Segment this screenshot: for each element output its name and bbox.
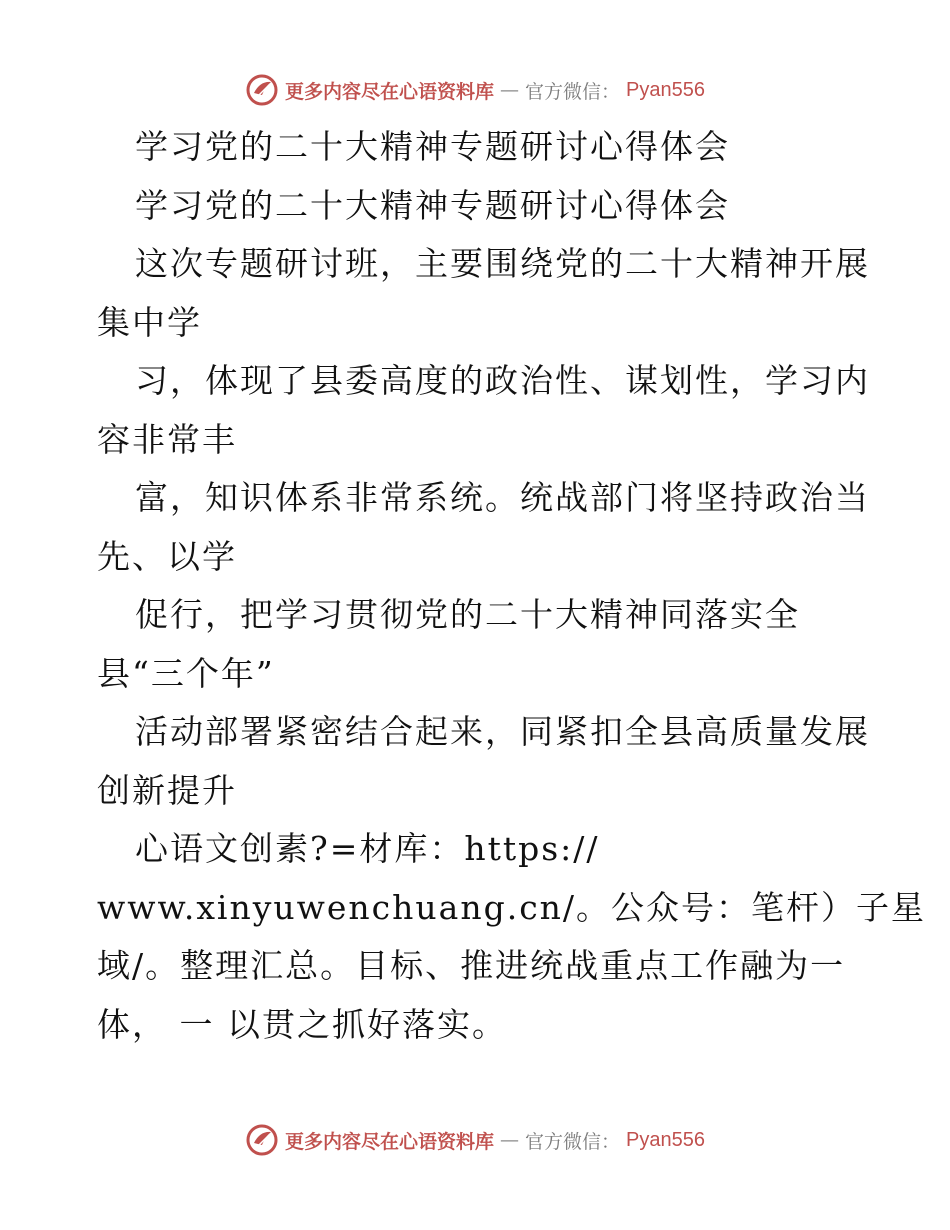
paragraph-line-url: www.xinyuwenchuang.cn/。公众号：笔杆）子星 (97, 887, 927, 927)
paragraph-line: 县“三个年” (97, 653, 275, 693)
doc-title: 学习党的二十大精神专题研讨心得体会 (135, 127, 730, 166)
brand-logo-icon (245, 1123, 279, 1157)
banner-separator: — (500, 1129, 520, 1151)
footer-banner (0, 1120, 950, 1160)
paragraph-line: 富，知识体系非常系统。统战部门将坚持政治当 (135, 478, 870, 517)
banner-text: 更多内容尽在心语资料库 (285, 80, 495, 103)
paragraph-line: 容非常丰 (97, 419, 237, 459)
paragraph-line: 这次专题研讨班，主要围绕党的二十大精神开展 (135, 244, 870, 283)
doc-subtitle: 学习党的二十大精神专题研讨心得体会 (135, 185, 730, 225)
paragraph-line: 先、以学 (97, 536, 237, 576)
paragraph-line: 活动部署紧密结合起来，同紧扣全县高质量发展 (135, 712, 870, 751)
header-banner (0, 70, 950, 110)
banner-separator: — (500, 79, 520, 101)
wechat-id: Pyan556 (626, 78, 705, 101)
banner-text: 更多内容尽在心语资料库 (285, 1130, 495, 1153)
wechat-id: Pyan556 (626, 1128, 705, 1151)
paragraph-line: 心语文创素?=材库：https:// (135, 829, 600, 868)
paragraph-line: 体， 一 以贯之抓好落实。 (97, 1004, 507, 1044)
brand-logo-icon (245, 73, 279, 107)
document-body (97, 118, 927, 1054)
paragraph-line: 促行，把学习贯彻党的二十大精神同落实全 (135, 595, 800, 634)
wechat-label: 官方微信： (525, 80, 621, 103)
wechat-label: 官方微信： (525, 1130, 621, 1153)
paragraph-line: 创新提升 (97, 770, 237, 810)
paragraph-line: 习，体现了县委高度的政治性、谋划性，学习内 (135, 361, 870, 400)
paragraph-line: 集中学 (97, 302, 202, 342)
paragraph-line: 域/。整理汇总。目标、推进统战重点工作融为一 (97, 946, 846, 985)
